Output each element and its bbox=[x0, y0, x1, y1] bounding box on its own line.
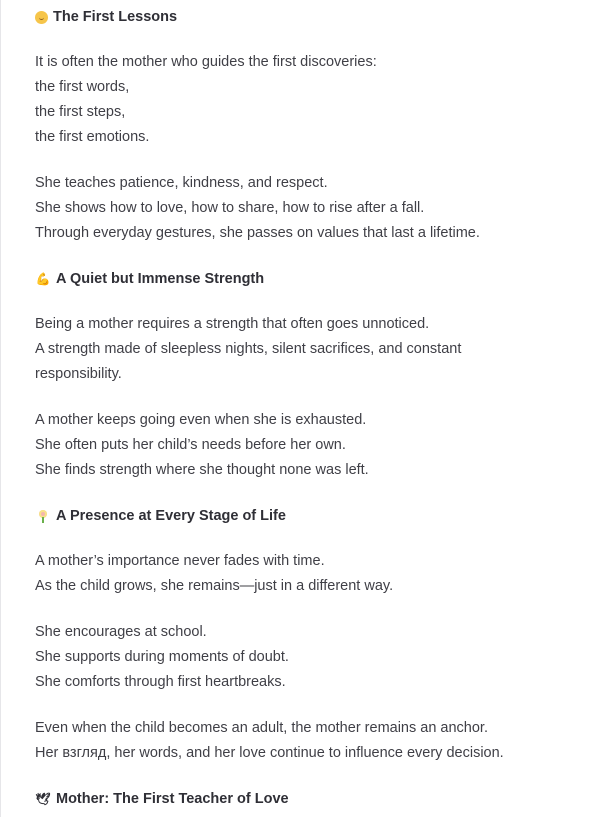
section-title: The First Lessons bbox=[53, 9, 178, 25]
section-title: A Quiet but Immense Strength bbox=[56, 271, 265, 287]
text-line: She supports during moments of doubt. bbox=[35, 649, 289, 665]
flexed-biceps-icon: 💪 bbox=[35, 272, 51, 286]
text-line: Even when the child becomes an adult, the mother remains an anchor. bbox=[35, 720, 488, 736]
paragraph bbox=[35, 549, 595, 599]
text-line: the first words, bbox=[35, 79, 130, 95]
text-line: A mother keeps going even when she is exhausted. bbox=[35, 412, 367, 428]
text-line: Being a mother requires a strength that often goes unnoticed. bbox=[35, 316, 430, 332]
dove-icon: 🕊 bbox=[35, 792, 51, 806]
section-heading-presence bbox=[35, 504, 595, 528]
paragraph bbox=[35, 171, 595, 246]
text-line: the first steps, bbox=[35, 104, 126, 120]
baby-face-icon bbox=[35, 11, 48, 24]
paragraph bbox=[35, 408, 595, 483]
text-line: A mother’s importance never fades with time. bbox=[35, 553, 325, 569]
text-line: She comforts through first heartbreaks. bbox=[35, 674, 286, 690]
paragraph bbox=[35, 50, 595, 150]
section-heading-first-lessons bbox=[35, 5, 595, 29]
text-line: Through everyday gestures, she passes on values that last a lifetime. bbox=[35, 225, 480, 241]
paragraph bbox=[35, 620, 595, 695]
text-line: It is often the mother who guides the first discoveries: bbox=[35, 54, 377, 70]
paragraph bbox=[35, 716, 595, 766]
text-line: A strength made of sleepless nights, silent sacrifices, and constant bbox=[35, 341, 462, 357]
text-line: responsibility. bbox=[35, 366, 122, 382]
section-title: Mother: The First Teacher of Love bbox=[56, 791, 289, 807]
text-line: She finds strength where she thought none was left. bbox=[35, 462, 369, 478]
text-line: Her взгляд, her words, and her love continue to influence every decision. bbox=[35, 745, 504, 761]
text-line: She shows how to love, how to share, how to rise after a fall. bbox=[35, 200, 425, 216]
text-line: the first emotions. bbox=[35, 129, 150, 145]
left-border bbox=[0, 0, 1, 817]
article-body bbox=[35, 5, 595, 811]
paragraph bbox=[35, 312, 595, 387]
section-heading-quiet-strength bbox=[35, 267, 595, 291]
section-heading-first-teacher bbox=[35, 787, 595, 811]
flower-icon bbox=[35, 508, 51, 524]
text-line: As the child grows, she remains—just in a different way. bbox=[35, 578, 394, 594]
text-line: She encourages at school. bbox=[35, 624, 207, 640]
text-line: She teaches patience, kindness, and respect. bbox=[35, 175, 328, 191]
text-line: She often puts her child’s needs before her own. bbox=[35, 437, 346, 453]
section-title: A Presence at Every Stage of Life bbox=[56, 508, 286, 524]
